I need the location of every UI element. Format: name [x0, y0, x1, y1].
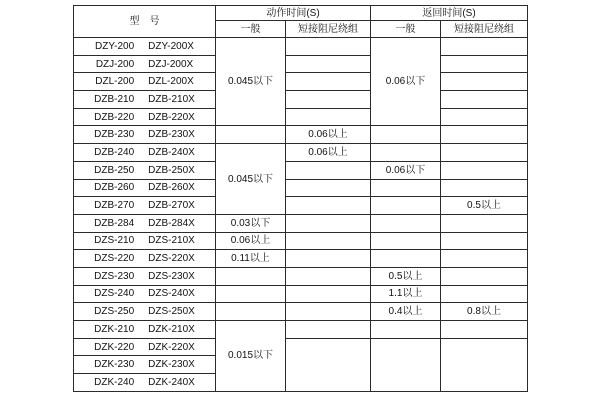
return-damping-cell [441, 232, 528, 250]
model-cell [74, 356, 216, 374]
return-general-cell [371, 126, 441, 144]
model-code: DZK-240X [148, 376, 195, 388]
table-row [74, 126, 528, 144]
table-row [74, 91, 528, 109]
model-cell [74, 144, 216, 162]
return-damping-cell [441, 179, 528, 197]
return-general-cell: 0.06以下 [371, 161, 441, 179]
return-damping-cell [441, 338, 528, 391]
model-code: DZB-284X [148, 217, 195, 229]
model-code: DZB-260 [94, 182, 135, 194]
model-cell [74, 303, 216, 321]
action-damping-cell [286, 91, 371, 109]
model-cell [74, 250, 216, 268]
model-code: DZS-250X [148, 306, 195, 318]
return-damping-cell [441, 161, 528, 179]
table-row [74, 214, 528, 232]
model-code: DZS-220 [94, 253, 135, 265]
model-code: DZS-230 [94, 270, 135, 282]
return-general-cell [371, 321, 441, 339]
return-damping-cell [441, 267, 528, 285]
model-code: DZS-240X [148, 288, 195, 300]
action-damping-cell [286, 250, 371, 268]
model-cell [74, 38, 216, 56]
return-damping-cell [441, 285, 528, 303]
action-damping-cell [286, 214, 371, 232]
model-code: DZJ-200X [148, 58, 194, 70]
action-general-header: 一般 [216, 21, 286, 38]
return-general-cell: 0.5以上 [371, 267, 441, 285]
model-code: DZB-220 [94, 111, 135, 123]
model-code: DZB-210 [94, 93, 135, 105]
model-cell [74, 161, 216, 179]
table-row [74, 179, 528, 197]
header-row-groups [74, 6, 528, 21]
table-row [74, 267, 528, 285]
action-time-group-header: 动作时间(S) [216, 6, 371, 21]
return-damping-header: 短接阻尼绕组 [441, 21, 528, 38]
model-cell [74, 179, 216, 197]
return-general-cell: 0.4以上 [371, 303, 441, 321]
action-general-cell [216, 126, 286, 144]
model-cell [74, 73, 216, 91]
model-cell [74, 126, 216, 144]
action-damping-cell [286, 321, 371, 339]
model-cell [74, 267, 216, 285]
action-damping-cell [286, 232, 371, 250]
model-code: DZS-220X [148, 253, 195, 265]
action-general-cell: 0.03以下 [216, 214, 286, 232]
action-general-cell: 0.015以下 [216, 321, 286, 392]
table-row [74, 285, 528, 303]
model-code: DZB-210X [148, 93, 195, 105]
return-general-cell [371, 250, 441, 268]
table-row [74, 38, 528, 56]
model-cell [74, 321, 216, 339]
model-code: DZS-240 [94, 288, 135, 300]
return-damping-cell [441, 214, 528, 232]
return-damping-cell [441, 126, 528, 144]
model-cell [74, 197, 216, 215]
model-cell [74, 285, 216, 303]
model-code: DZY-200X [148, 40, 194, 52]
table-row [74, 338, 528, 356]
model-code: DZB-240X [148, 146, 195, 158]
action-general-cell [216, 285, 286, 303]
model-cell [74, 108, 216, 126]
return-general-cell: 1.1以上 [371, 285, 441, 303]
model-code: DZJ-200 [95, 58, 135, 70]
model-code: DZB-230 [94, 129, 135, 141]
model-cell [74, 91, 216, 109]
table-row [74, 197, 528, 215]
table-row [74, 321, 528, 339]
return-general-cell [371, 197, 441, 215]
model-code: DZB-284 [94, 217, 135, 229]
model-code: DZB-270 [94, 200, 135, 212]
action-damping-cell [286, 161, 371, 179]
return-damping-cell: 0.8以上 [441, 303, 528, 321]
model-code: DZK-210X [148, 323, 195, 335]
return-damping-cell [441, 144, 528, 162]
model-code: DZL-200 [95, 76, 135, 88]
action-damping-header: 短接阻尼绕组 [286, 21, 371, 38]
return-general-cell [371, 179, 441, 197]
table-row [74, 161, 528, 179]
table-row [74, 232, 528, 250]
model-code: DZK-210 [94, 323, 135, 335]
action-damping-cell [286, 267, 371, 285]
model-code: DZB-250 [94, 164, 135, 176]
model-code: DZK-240 [94, 376, 135, 388]
return-damping-cell [441, 250, 528, 268]
model-code: DZK-230X [148, 359, 195, 371]
action-general-cell: 0.06以上 [216, 232, 286, 250]
model-code: DZS-210X [148, 235, 195, 247]
action-damping-cell [286, 338, 371, 391]
model-code: DZK-220X [148, 341, 195, 353]
action-damping-cell [286, 303, 371, 321]
model-code: DZS-230X [148, 270, 195, 282]
action-damping-cell [286, 285, 371, 303]
table-row [74, 108, 528, 126]
model-cell [74, 214, 216, 232]
return-damping-cell [441, 73, 528, 91]
model-code: DZB-230X [148, 129, 195, 141]
model-code: DZY-200 [95, 40, 135, 52]
model-cell [74, 338, 216, 356]
model-cell [74, 374, 216, 392]
action-damping-cell [286, 179, 371, 197]
table-row [74, 73, 528, 91]
model-code: DZB-220X [148, 111, 195, 123]
action-general-cell [216, 267, 286, 285]
return-general-cell: 0.06以下 [371, 38, 441, 126]
model-code: DZK-220 [94, 341, 135, 353]
return-damping-cell: 0.5以上 [441, 197, 528, 215]
table-row [74, 144, 528, 162]
action-damping-cell [286, 55, 371, 73]
model-cell [74, 232, 216, 250]
table-row [74, 250, 528, 268]
return-general-cell [371, 144, 441, 162]
table-row [74, 55, 528, 73]
model-code: DZB-270X [148, 200, 195, 212]
model-code: DZS-210 [94, 235, 135, 247]
action-damping-cell [286, 73, 371, 91]
model-code: DZK-230 [94, 359, 135, 371]
relay-spec-table [73, 5, 528, 392]
action-damping-cell [286, 38, 371, 56]
model-column-header: 型 号 [74, 6, 216, 38]
return-general-cell [371, 232, 441, 250]
return-damping-cell [441, 91, 528, 109]
model-code: DZL-200X [148, 76, 194, 88]
return-damping-cell [441, 55, 528, 73]
model-code: DZS-250 [94, 306, 135, 318]
action-damping-cell: 0.06以上 [286, 144, 371, 162]
action-general-cell: 0.045以下 [216, 38, 286, 126]
model-code: DZB-240 [94, 146, 135, 158]
return-general-cell [371, 338, 441, 391]
action-damping-cell [286, 108, 371, 126]
return-general-header: 一般 [371, 21, 441, 38]
action-damping-cell [286, 197, 371, 215]
action-general-cell: 0.11以上 [216, 250, 286, 268]
action-general-cell: 0.045以下 [216, 144, 286, 215]
return-damping-cell [441, 321, 528, 339]
model-code: DZB-250X [148, 164, 195, 176]
return-damping-cell [441, 108, 528, 126]
return-damping-cell [441, 38, 528, 56]
action-damping-cell: 0.06以上 [286, 126, 371, 144]
model-cell [74, 55, 216, 73]
action-general-cell [216, 303, 286, 321]
table-row [74, 303, 528, 321]
return-time-group-header: 返回时间(S) [371, 6, 528, 21]
model-code: DZB-260X [148, 182, 195, 194]
return-general-cell [371, 214, 441, 232]
